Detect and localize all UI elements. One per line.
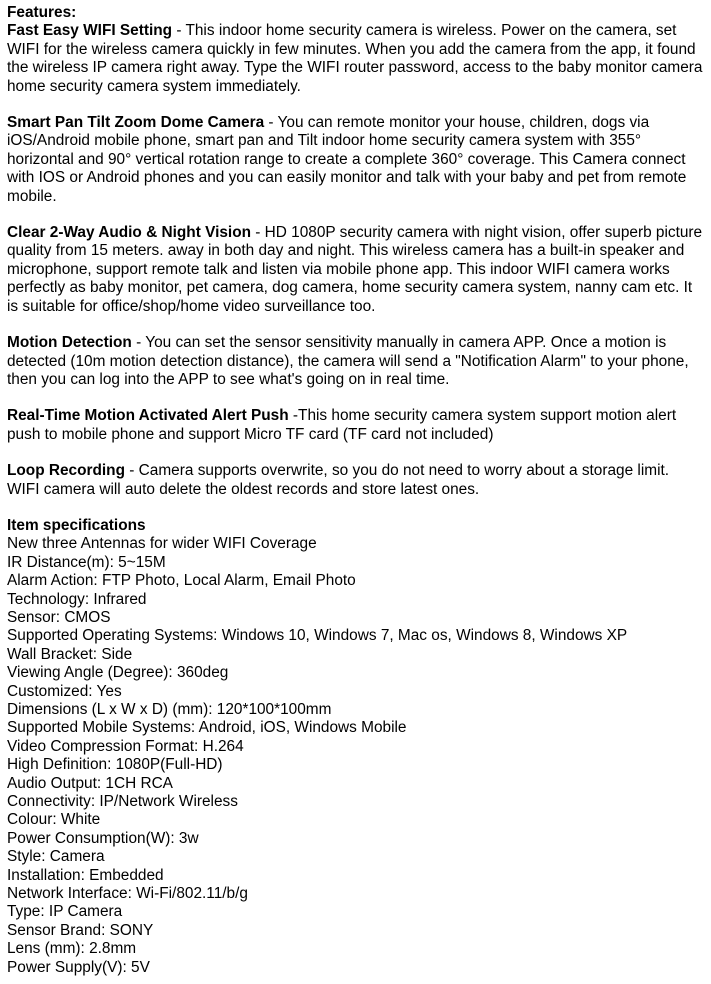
spec-item: High Definition: 1080P(Full-HD) (7, 756, 223, 774)
spec-item: Audio Output: 1CH RCA (7, 774, 173, 792)
feature-title: Fast Easy WIFI Setting (7, 22, 173, 40)
feature-text: - You can set the sensor sensitivity manually in camera APP. Once a motion is detected (10m motion detection distance), the camera will send a "Notification Alarm" to your phone, then you can log into the APP to see what's going on in real time. (7, 334, 689, 388)
feature-loop-recording (7, 462, 704, 499)
feature-title: Loop Recording (7, 462, 125, 480)
spec-item: Wall Bracket: Side (7, 645, 133, 663)
spec-item: Video Compression Format: H.264 (7, 737, 244, 755)
feature-title: Clear 2-Way Audio & Night Vision (7, 224, 251, 242)
spec-item: Power Supply(V): 5V (7, 958, 150, 976)
spec-item: Installation: Embedded (7, 866, 164, 884)
specs-heading: Item specifications (7, 516, 146, 534)
feature-paragraph (7, 224, 704, 316)
spec-item: Type: IP Camera (7, 903, 123, 921)
spec-item: Customized: Yes (7, 682, 122, 700)
feature-paragraph (7, 114, 704, 206)
feature-wifi-setting (7, 22, 704, 96)
spec-item: Connectivity: IP/Network Wireless (7, 793, 238, 811)
spec-item: Dimensions (L x W x D) (mm): 120*100*100mm (7, 701, 332, 718)
spec-item: Power Consumption(W): 3w (7, 829, 199, 847)
feature-paragraph (7, 22, 704, 96)
feature-paragraph (7, 334, 704, 389)
spec-item: Supported Operating Systems: Windows 10, Windows 7, Mac os, Windows 8, Windows XP (7, 627, 628, 645)
feature-title: Motion Detection (7, 334, 132, 352)
features-heading: Features: (7, 4, 77, 21)
feature-paragraph (7, 407, 704, 444)
feature-text: - This indoor home security camera is wireless. Power on the camera, set WIFI for the wireless camera quickly in few minutes. When you add the camera from the app, it found the wireless IP camera right away. Type the WIFI router password, access to the baby monitor camera home security camera system immediately. (7, 22, 703, 95)
feature-audio-night-vision (7, 224, 704, 316)
feature-motion-detection (7, 334, 704, 389)
spec-item: New three Antennas for wider WIFI Coverage (7, 535, 317, 553)
spec-item: Sensor Brand: SONY (7, 921, 154, 939)
feature-text: -This home security camera system support motion alert push to mobile phone and support Micro TF card (TF card not included) (7, 407, 677, 443)
feature-text: - Camera supports overwrite, so you do not need to worry about a storage limit. WIFI camera will auto delete the oldest records and store latest ones. (7, 462, 670, 498)
spec-item: IR Distance(m): 5~15M (7, 553, 166, 571)
feature-text: - You can remote monitor your house, children, dogs via iOS/Android mobile phone, smart pan and Tilt indoor home security camera system with 355° horizontal and 90° vertical rotation range to create a complete 360° coverage. This Camera connect with IOS or Android phones and you can easily monitor and talk with your baby and pet from remote mobile. (7, 114, 687, 205)
spec-item: Technology: Infrared (7, 590, 147, 608)
spec-item: Alarm Action: FTP Photo, Local Alarm, Email Photo (7, 572, 356, 590)
spec-list (7, 535, 704, 977)
feature-title: Smart Pan Tilt Zoom Dome Camera (7, 114, 265, 132)
spec-item: Supported Mobile Systems: Android, iOS, Windows Mobile (7, 719, 407, 737)
feature-paragraph (7, 462, 704, 499)
spec-item: Style: Camera (7, 848, 105, 866)
spec-item: Lens (mm): 2.8mm (7, 940, 137, 958)
spec-item: Viewing Angle (Degree): 360deg (7, 664, 229, 682)
spec-item: Colour: White (7, 811, 101, 829)
feature-text: - HD 1080P security camera with night vision, offer superb picture quality from 15 meters. away in both day and night. This wireless camera has a built-in speaker and microphone, support remote talk and listen via mobile phone app. This indoor WIFI camera works perfectly as baby monitor, pet camera, dog camera, home security camera system, nanny cam etc. It is suitable for office/shop/home video surveillance too. (7, 224, 703, 315)
feature-title: Real-Time Motion Activated Alert Push (7, 407, 289, 425)
feature-pan-tilt (7, 114, 704, 206)
spec-item: Sensor: CMOS (7, 608, 111, 626)
feature-alert-push (7, 407, 704, 444)
spec-item: Network Interface: Wi-Fi/802.11/b/g (7, 885, 248, 903)
